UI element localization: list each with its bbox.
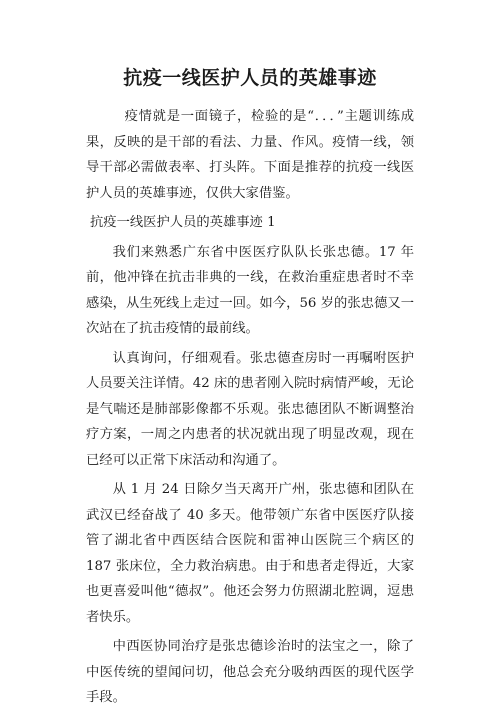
document-title: 抗疫一线医护人员的英雄事迹 [123,67,377,89]
body-paragraph: 认真询问，仔细观看。张忠德查房时一再嘱咐医护人员要关注详情。42 床的患者刚入院时病情严峻，无论是气喘还是肺部影像都不乐观。张忠德团队不断调整治疗方案，一周之内患者的状况就出现了明显改观，现在已经可以正常下床活动和沟通了。 [86,350,414,468]
intro-paragraph: 疫情就是一面镜子，检验的是“．．．”主题训练成果，反映的是干部的看法、力量、作风。疫情一线，领导干部必需做表率、打头阵。下面是推荐的抗疫一线医护人员的英雄事迹，仅供大家借鉴。 [86,109,414,201]
body-paragraph: 从 1 月 24 日除夕当天离开广州，张忠德和团队在武汉已经奋战了 40 多天。他带领广东省中医医疗队接管了湖北省中西医结合医院和雷神山医院三个病区的 187 张床位，全力救治病患。由于和患者走得近，大家也更喜爱叫他“德叔”。他还会努力仿照湖北腔调，逗患者快乐。 [86,482,414,625]
body-paragraph: 中西医协同治疗是张忠德诊治时的法宝之一，除了中医传统的望闻问切，他总会充分吸纳西医的现代医学手段。 [86,639,414,705]
section-heading: 抗疫一线医护人员的英雄事迹 1 [90,215,276,230]
body-paragraph: 我们来熟悉广东省中医医疗队队长张忠德。17 年前，他冲锋在抗击非典的一线，在救治重症患者时不幸感染，从生死线上走过一回。如今，56 岁的张忠德又一次站在了抗击疫情的最前线。 [86,244,414,336]
